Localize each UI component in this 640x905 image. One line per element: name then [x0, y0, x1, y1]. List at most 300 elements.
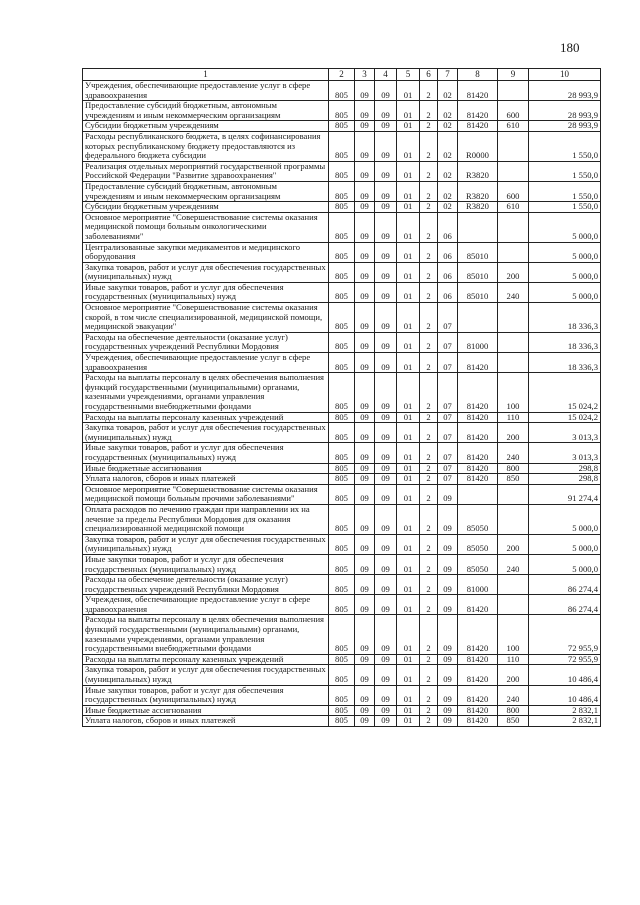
program-code: 01: [397, 716, 420, 727]
ministry-code: 805: [329, 101, 355, 121]
subsection-code: 09: [375, 484, 397, 504]
subprogram-code: 2: [420, 101, 438, 121]
table-row: [83, 242, 601, 262]
amount-cell: 18 336,3: [529, 353, 601, 373]
table-row: [83, 504, 601, 534]
ministry-code: 805: [329, 665, 355, 685]
subprogram-code: 2: [420, 443, 438, 463]
expense-direction-code: 81000: [458, 575, 498, 595]
expense-type-code: [498, 575, 529, 595]
table-row: [83, 705, 601, 716]
table-row: [83, 474, 601, 485]
section-code: 09: [355, 665, 375, 685]
program-code: 01: [397, 654, 420, 665]
row-description: Централизованные закупки медикаментов и медицинского оборудования: [83, 242, 329, 262]
expense-direction-code: 85050: [458, 534, 498, 554]
section-code: 09: [355, 474, 375, 485]
subprogram-code: 2: [420, 615, 438, 654]
table-row: [83, 595, 601, 615]
ministry-code: 805: [329, 443, 355, 463]
row-description: Иные бюджетные ассигнования: [83, 463, 329, 474]
subprogram-code: 2: [420, 242, 438, 262]
expense-type-code: 240: [498, 443, 529, 463]
expense-direction-code: [458, 303, 498, 333]
amount-cell: 10 486,4: [529, 665, 601, 685]
activity-code: 09: [438, 575, 458, 595]
subsection-code: 09: [375, 654, 397, 665]
amount-cell: 5 000,0: [529, 534, 601, 554]
activity-code: 06: [438, 242, 458, 262]
subprogram-code: 2: [420, 423, 438, 443]
table-row: [83, 423, 601, 443]
section-code: 09: [355, 332, 375, 352]
section-code: 09: [355, 262, 375, 282]
row-description: Расходы на выплаты персоналу в целях обеспечения выполнения функций государственными (муниципальными) органами, казенными учреждениями, органами управления государственными внебюджетными фондами: [83, 615, 329, 654]
expense-type-code: [498, 484, 529, 504]
expense-direction-code: 81420: [458, 353, 498, 373]
column-header: 5: [397, 69, 420, 81]
table-row: [83, 202, 601, 213]
row-description: Закупка товаров, работ и услуг для обеспечения государственных (муниципальных) нужд: [83, 262, 329, 282]
activity-code: 02: [438, 161, 458, 181]
activity-code: 09: [438, 554, 458, 574]
program-code: 01: [397, 161, 420, 181]
program-code: 01: [397, 412, 420, 423]
expense-type-code: 100: [498, 615, 529, 654]
column-header: 4: [375, 69, 397, 81]
program-code: 01: [397, 484, 420, 504]
row-description: Расходы на обеспечение деятельности (оказание услуг) государственных учреждений Республики Мордовия: [83, 575, 329, 595]
subprogram-code: 2: [420, 262, 438, 282]
subsection-code: 09: [375, 463, 397, 474]
program-code: 01: [397, 332, 420, 352]
amount-cell: 298,8: [529, 463, 601, 474]
expense-type-code: 800: [498, 705, 529, 716]
expense-direction-code: 85010: [458, 282, 498, 302]
row-description: Субсидии бюджетным учреждениям: [83, 202, 329, 213]
column-header: 7: [438, 69, 458, 81]
program-code: 01: [397, 423, 420, 443]
ministry-code: 805: [329, 242, 355, 262]
activity-code: 09: [438, 654, 458, 665]
table-row: [83, 654, 601, 665]
amount-cell: 10 486,4: [529, 685, 601, 705]
amount-cell: 5 000,0: [529, 504, 601, 534]
expense-type-code: 200: [498, 665, 529, 685]
expense-type-code: 610: [498, 121, 529, 132]
expense-type-code: [498, 353, 529, 373]
amount-cell: 5 000,0: [529, 212, 601, 242]
expense-direction-code: 81420: [458, 685, 498, 705]
expense-direction-code: R3820: [458, 181, 498, 201]
program-code: 01: [397, 615, 420, 654]
ministry-code: 805: [329, 161, 355, 181]
expense-type-code: [498, 81, 529, 101]
activity-code: 02: [438, 181, 458, 201]
program-code: 01: [397, 262, 420, 282]
amount-cell: 1 550,0: [529, 181, 601, 201]
ministry-code: 805: [329, 131, 355, 161]
section-code: 09: [355, 504, 375, 534]
row-description: Расходы республиканского бюджета, в целях софинансирования которых республиканскому бюджету предоставляются из федерального бюджета субсидии: [83, 131, 329, 161]
subprogram-code: 2: [420, 412, 438, 423]
ministry-code: 805: [329, 262, 355, 282]
section-code: 09: [355, 131, 375, 161]
subsection-code: 09: [375, 161, 397, 181]
ministry-code: 805: [329, 373, 355, 412]
activity-code: 09: [438, 534, 458, 554]
table-header-row: [83, 69, 601, 81]
program-code: 01: [397, 121, 420, 132]
subsection-code: 09: [375, 412, 397, 423]
expense-type-code: 800: [498, 463, 529, 474]
activity-code: 07: [438, 443, 458, 463]
expense-type-code: 240: [498, 282, 529, 302]
activity-code: 09: [438, 685, 458, 705]
section-code: 09: [355, 575, 375, 595]
expense-type-code: 200: [498, 262, 529, 282]
row-description: Расходы на выплаты персоналу в целях обеспечения выполнения функций государственными (муниципальными) органами, казенными учреждениями, органами управления государственными внебюджетными фондами: [83, 373, 329, 412]
amount-cell: 18 336,3: [529, 332, 601, 352]
subsection-code: 09: [375, 353, 397, 373]
amount-cell: 3 013,3: [529, 443, 601, 463]
subsection-code: 09: [375, 242, 397, 262]
amount-cell: 5 000,0: [529, 554, 601, 574]
expense-direction-code: R3820: [458, 161, 498, 181]
ministry-code: 805: [329, 575, 355, 595]
amount-cell: 86 274,4: [529, 595, 601, 615]
budget-table: [82, 68, 601, 727]
ministry-code: 805: [329, 463, 355, 474]
amount-cell: 72 955,9: [529, 654, 601, 665]
subprogram-code: 2: [420, 705, 438, 716]
expense-type-code: 600: [498, 181, 529, 201]
subprogram-code: 2: [420, 332, 438, 352]
expense-type-code: [498, 131, 529, 161]
expense-direction-code: 81420: [458, 443, 498, 463]
expense-type-code: 110: [498, 654, 529, 665]
row-description: Иные закупки товаров, работ и услуг для обеспечения государственных (муниципальных) нужд: [83, 443, 329, 463]
expense-direction-code: 81420: [458, 654, 498, 665]
activity-code: 06: [438, 262, 458, 282]
section-code: 09: [355, 303, 375, 333]
expense-direction-code: 81420: [458, 373, 498, 412]
table-row: [83, 212, 601, 242]
subsection-code: 09: [375, 181, 397, 201]
row-description: Иные закупки товаров, работ и услуг для обеспечения государственных (муниципальных) нужд: [83, 554, 329, 574]
table-row: [83, 353, 601, 373]
subprogram-code: 2: [420, 121, 438, 132]
expense-type-code: [498, 161, 529, 181]
subprogram-code: 2: [420, 534, 438, 554]
subsection-code: 09: [375, 262, 397, 282]
program-code: 01: [397, 595, 420, 615]
table-row: [83, 554, 601, 574]
expense-direction-code: 81420: [458, 463, 498, 474]
subprogram-code: 2: [420, 212, 438, 242]
ministry-code: 805: [329, 282, 355, 302]
subprogram-code: 2: [420, 654, 438, 665]
expense-direction-code: 85050: [458, 554, 498, 574]
section-code: 09: [355, 595, 375, 615]
activity-code: 07: [438, 474, 458, 485]
section-code: 09: [355, 212, 375, 242]
expense-type-code: 240: [498, 554, 529, 574]
column-header: 3: [355, 69, 375, 81]
subsection-code: 09: [375, 101, 397, 121]
section-code: 09: [355, 353, 375, 373]
section-code: 09: [355, 463, 375, 474]
row-description: Основное мероприятие "Совершенствование системы оказания медицинской помощи больным прочими заболеваниями": [83, 484, 329, 504]
activity-code: 09: [438, 705, 458, 716]
section-code: 09: [355, 81, 375, 101]
activity-code: 07: [438, 332, 458, 352]
amount-cell: 15 024,2: [529, 373, 601, 412]
amount-cell: 18 336,3: [529, 303, 601, 333]
expense-direction-code: 85010: [458, 242, 498, 262]
page-number: 180: [560, 40, 580, 55]
amount-cell: 28 993,9: [529, 121, 601, 132]
amount-cell: 2 832,1: [529, 705, 601, 716]
expense-direction-code: 81000: [458, 332, 498, 352]
activity-code: 02: [438, 202, 458, 213]
row-description: Основное мероприятие "Совершенствование системы оказания скорой, в том числе специализированной, медицинской помощи, медицинской эвакуации": [83, 303, 329, 333]
subsection-code: 09: [375, 474, 397, 485]
subprogram-code: 2: [420, 353, 438, 373]
expense-direction-code: 81420: [458, 412, 498, 423]
expense-type-code: [498, 242, 529, 262]
section-code: 09: [355, 423, 375, 443]
program-code: 01: [397, 353, 420, 373]
row-description: Расходы на обеспечение деятельности (оказание услуг) государственных учреждений Республики Мордовия: [83, 332, 329, 352]
row-description: Иные закупки товаров, работ и услуг для обеспечения государственных (муниципальных) нужд: [83, 685, 329, 705]
section-code: 09: [355, 373, 375, 412]
ministry-code: 805: [329, 202, 355, 213]
subprogram-code: 2: [420, 202, 438, 213]
expense-direction-code: 81420: [458, 121, 498, 132]
ministry-code: 805: [329, 412, 355, 423]
ministry-code: 805: [329, 554, 355, 574]
subsection-code: 09: [375, 121, 397, 132]
subsection-code: 09: [375, 705, 397, 716]
ministry-code: 805: [329, 474, 355, 485]
activity-code: 07: [438, 463, 458, 474]
table-row: [83, 534, 601, 554]
row-description: Учреждения, обеспечивающие предоставление услуг в сфере здравоохранения: [83, 595, 329, 615]
expense-direction-code: [458, 484, 498, 504]
section-code: 09: [355, 685, 375, 705]
subsection-code: 09: [375, 282, 397, 302]
amount-cell: 5 000,0: [529, 242, 601, 262]
row-description: Закупка товаров, работ и услуг для обеспечения государственных (муниципальных) нужд: [83, 423, 329, 443]
subsection-code: 09: [375, 423, 397, 443]
table-row: [83, 332, 601, 352]
expense-direction-code: [458, 212, 498, 242]
activity-code: 09: [438, 615, 458, 654]
row-description: Закупка товаров, работ и услуг для обеспечения государственных (муниципальных) нужд: [83, 665, 329, 685]
section-code: 09: [355, 484, 375, 504]
ministry-code: 805: [329, 121, 355, 132]
subprogram-code: 2: [420, 303, 438, 333]
subprogram-code: 2: [420, 685, 438, 705]
amount-cell: 3 013,3: [529, 423, 601, 443]
expense-type-code: [498, 212, 529, 242]
program-code: 01: [397, 81, 420, 101]
expense-direction-code: 85050: [458, 504, 498, 534]
expense-direction-code: 81420: [458, 615, 498, 654]
program-code: 01: [397, 463, 420, 474]
row-description: Расходы на выплаты персоналу казенных учреждений: [83, 412, 329, 423]
expense-type-code: 110: [498, 412, 529, 423]
ministry-code: 805: [329, 353, 355, 373]
subprogram-code: 2: [420, 504, 438, 534]
section-code: 09: [355, 101, 375, 121]
program-code: 01: [397, 685, 420, 705]
row-description: Субсидии бюджетным учреждениям: [83, 121, 329, 132]
program-code: 01: [397, 443, 420, 463]
amount-cell: 28 993,9: [529, 81, 601, 101]
activity-code: 02: [438, 121, 458, 132]
row-description: Иные закупки товаров, работ и услуг для обеспечения государственных (муниципальных) нужд: [83, 282, 329, 302]
section-code: 09: [355, 554, 375, 574]
expense-direction-code: 81420: [458, 101, 498, 121]
section-code: 09: [355, 716, 375, 727]
amount-cell: 5 000,0: [529, 262, 601, 282]
activity-code: 02: [438, 131, 458, 161]
amount-cell: 5 000,0: [529, 282, 601, 302]
expense-type-code: [498, 303, 529, 333]
expense-type-code: 240: [498, 685, 529, 705]
subsection-code: 09: [375, 443, 397, 463]
subprogram-code: 2: [420, 81, 438, 101]
ministry-code: 805: [329, 716, 355, 727]
ministry-code: 805: [329, 303, 355, 333]
subprogram-code: 2: [420, 161, 438, 181]
program-code: 01: [397, 534, 420, 554]
subsection-code: 09: [375, 534, 397, 554]
activity-code: 06: [438, 282, 458, 302]
program-code: 01: [397, 303, 420, 333]
program-code: 01: [397, 705, 420, 716]
section-code: 09: [355, 654, 375, 665]
table-row: [83, 615, 601, 654]
row-description: Закупка товаров, работ и услуг для обеспечения государственных (муниципальных) нужд: [83, 534, 329, 554]
program-code: 01: [397, 665, 420, 685]
activity-code: 09: [438, 504, 458, 534]
row-description: Оплата расходов по лечению граждан при направлении их на лечение за пределы Республики Мордовия для оказания специализированной медицинской помощи: [83, 504, 329, 534]
ministry-code: 805: [329, 212, 355, 242]
subsection-code: 09: [375, 212, 397, 242]
subprogram-code: 2: [420, 554, 438, 574]
table-row: [83, 161, 601, 181]
column-header: 1: [83, 69, 329, 81]
expense-type-code: 200: [498, 423, 529, 443]
activity-code: 02: [438, 81, 458, 101]
activity-code: 07: [438, 373, 458, 412]
program-code: 01: [397, 504, 420, 534]
program-code: 01: [397, 474, 420, 485]
expense-direction-code: R0000: [458, 131, 498, 161]
section-code: 09: [355, 161, 375, 181]
program-code: 01: [397, 101, 420, 121]
section-code: 09: [355, 121, 375, 132]
expense-type-code: 850: [498, 716, 529, 727]
table-row: [83, 484, 601, 504]
column-header: 10: [529, 69, 601, 81]
activity-code: 06: [438, 212, 458, 242]
column-header: 9: [498, 69, 529, 81]
table-body: [83, 81, 601, 727]
activity-code: 09: [438, 716, 458, 727]
subprogram-code: 2: [420, 595, 438, 615]
amount-cell: 91 274,4: [529, 484, 601, 504]
ministry-code: 805: [329, 423, 355, 443]
expense-type-code: [498, 595, 529, 615]
table-row: [83, 412, 601, 423]
subsection-code: 09: [375, 81, 397, 101]
table-row: [83, 303, 601, 333]
ministry-code: 805: [329, 534, 355, 554]
table-row: [83, 101, 601, 121]
section-code: 09: [355, 615, 375, 654]
ministry-code: 805: [329, 181, 355, 201]
amount-cell: 1 550,0: [529, 161, 601, 181]
expense-type-code: 100: [498, 373, 529, 412]
subsection-code: 09: [375, 202, 397, 213]
table-row: [83, 121, 601, 132]
row-description: Учреждения, обеспечивающие предоставление услуг в сфере здравоохранения: [83, 353, 329, 373]
program-code: 01: [397, 373, 420, 412]
expense-type-code: [498, 504, 529, 534]
activity-code: 09: [438, 484, 458, 504]
subprogram-code: 2: [420, 463, 438, 474]
program-code: 01: [397, 202, 420, 213]
table-row: [83, 665, 601, 685]
activity-code: 09: [438, 595, 458, 615]
amount-cell: 15 024,2: [529, 412, 601, 423]
column-header: 8: [458, 69, 498, 81]
expense-type-code: 850: [498, 474, 529, 485]
ministry-code: 805: [329, 81, 355, 101]
table-row: [83, 685, 601, 705]
amount-cell: 28 993,9: [529, 101, 601, 121]
amount-cell: 86 274,4: [529, 575, 601, 595]
section-code: 09: [355, 412, 375, 423]
amount-cell: 2 832,1: [529, 716, 601, 727]
row-description: Уплата налогов, сборов и иных платежей: [83, 716, 329, 727]
table-row: [83, 81, 601, 101]
row-description: Предоставление субсидий бюджетным, автономным учреждениям и иным некоммерческим организациям: [83, 101, 329, 121]
program-code: 01: [397, 282, 420, 302]
section-code: 09: [355, 705, 375, 716]
program-code: 01: [397, 181, 420, 201]
table-row: [83, 131, 601, 161]
table-row: [83, 282, 601, 302]
row-description: Уплата налогов, сборов и иных платежей: [83, 474, 329, 485]
subprogram-code: 2: [420, 716, 438, 727]
program-code: 01: [397, 575, 420, 595]
subsection-code: 09: [375, 575, 397, 595]
row-description: Основное мероприятие "Совершенствование системы оказания медицинской помощи больным онкологическими заболеваниями": [83, 212, 329, 242]
section-code: 09: [355, 443, 375, 463]
subsection-code: 09: [375, 595, 397, 615]
section-code: 09: [355, 282, 375, 302]
row-description: Расходы на выплаты персоналу казенных учреждений: [83, 654, 329, 665]
expense-direction-code: R3820: [458, 202, 498, 213]
subprogram-code: 2: [420, 665, 438, 685]
subprogram-code: 2: [420, 484, 438, 504]
expense-direction-code: 81420: [458, 81, 498, 101]
